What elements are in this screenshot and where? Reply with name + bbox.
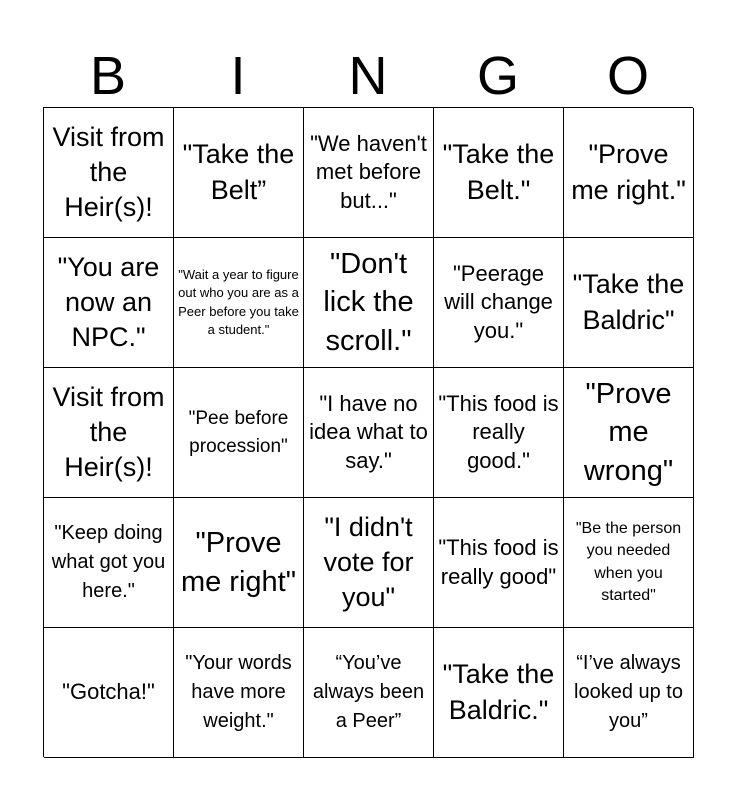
bingo-cell-r5c1[interactable] — [44, 628, 174, 758]
cell-text: "This food is really good" — [438, 534, 559, 589]
cell-text: “You’ve always been a Peer” — [312, 652, 425, 732]
bingo-cell-r5c2[interactable] — [174, 628, 304, 758]
bingo-cell-r4c3[interactable] — [304, 498, 434, 628]
cell-text: "Keep doing what got you here." — [51, 522, 166, 602]
cell-text: "I have no idea what to say." — [309, 390, 428, 473]
cell-text: "Take the Baldric" — [572, 269, 685, 335]
bingo-cell-r3c4[interactable] — [434, 368, 564, 498]
bingo-cell-r1c3[interactable] — [304, 108, 434, 238]
cell-text: "Gotcha!" — [62, 679, 155, 705]
cell-text: "Prove me right" — [180, 527, 297, 598]
cell-text: "Be the person you needed when you started" — [575, 519, 682, 604]
bingo-cell-r1c1[interactable] — [44, 108, 174, 238]
bingo-cell-r3c1[interactable] — [44, 368, 174, 498]
bingo-cell-r3c5[interactable] — [564, 368, 694, 498]
bingo-cell-r4c1[interactable] — [44, 498, 174, 628]
cell-text: Visit from the Heir(s)! — [52, 381, 165, 483]
header-letter-i: I — [230, 46, 246, 106]
cell-text: "Your words have more weight." — [185, 652, 292, 732]
header-letter-g: G — [476, 46, 519, 106]
bingo-cell-r4c4[interactable] — [434, 498, 564, 628]
bingo-cell-r1c2[interactable] — [174, 108, 304, 238]
bingo-cell-r3c2[interactable] — [174, 368, 304, 498]
cell-text: "Take the Belt” — [182, 139, 295, 205]
header-letter-o: O — [606, 46, 649, 106]
bingo-cell-r2c1[interactable] — [44, 238, 174, 368]
header-letter-b: B — [89, 46, 127, 106]
bingo-cell-r5c5[interactable] — [564, 628, 694, 758]
bingo-cell-r3c3[interactable] — [304, 368, 434, 498]
header-letter-n: N — [348, 46, 388, 106]
bingo-cell-r1c5[interactable] — [564, 108, 694, 238]
cell-text: "This food is really good." — [438, 390, 559, 473]
cell-text: "I didn't vote for you" — [323, 511, 414, 613]
cell-text: "Prove me right." — [571, 139, 686, 205]
cell-text: "Wait a year to figure out who you are as a Peer before you take a student." — [178, 267, 299, 337]
bingo-board — [43, 107, 693, 757]
cell-text: "We haven't met before but..." — [310, 130, 427, 213]
cell-text: "Prove me wrong" — [583, 378, 674, 487]
cell-text: "Take the Baldric." — [442, 659, 555, 725]
bingo-cell-r4c2[interactable] — [174, 498, 304, 628]
cell-text: "You are now an NPC." — [57, 251, 160, 353]
bingo-cell-r2c4[interactable] — [434, 238, 564, 368]
cell-text: Visit from the Heir(s)! — [52, 121, 165, 223]
bingo-cell-r4c5[interactable] — [564, 498, 694, 628]
bingo-cell-r5c3[interactable] — [304, 628, 434, 758]
cell-text: "Pee before procession" — [188, 407, 289, 457]
cell-text: "Don't lick the scroll." — [323, 248, 414, 357]
bingo-cell-r2c5[interactable] — [564, 238, 694, 368]
cell-text: "Take the Belt." — [442, 139, 555, 205]
bingo-cell-r5c4[interactable] — [434, 628, 564, 758]
bingo-cell-r2c2[interactable] — [174, 238, 304, 368]
bingo-header — [43, 44, 693, 108]
cell-text: "Peerage will change you." — [444, 260, 553, 343]
bingo-cell-r2c3[interactable] — [304, 238, 434, 368]
cell-text: “I’ve always looked up to you” — [574, 652, 683, 732]
bingo-cell-r1c4[interactable] — [434, 108, 564, 238]
